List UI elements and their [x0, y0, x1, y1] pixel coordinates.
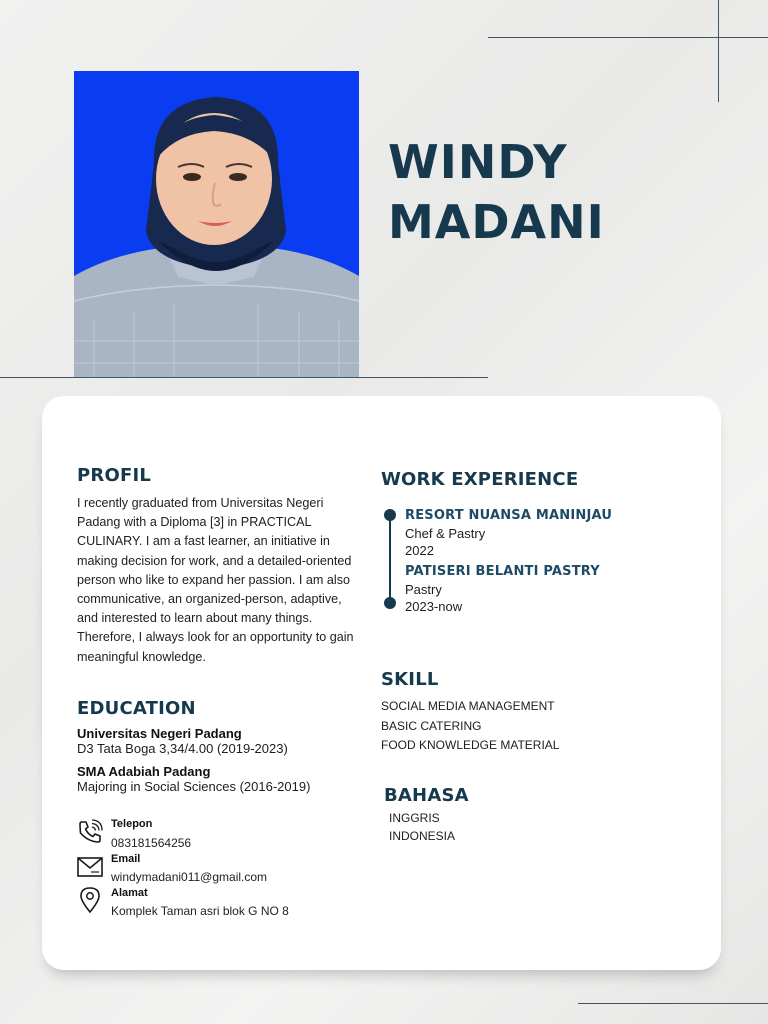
job-role: Pastry: [405, 582, 442, 597]
timeline-dot: [384, 597, 396, 609]
decor-line-bottom: [578, 1003, 768, 1004]
address-value: Komplek Taman asri blok G NO 8: [111, 904, 289, 918]
timeline-dot: [384, 509, 396, 521]
education-item: [77, 726, 367, 756]
language-heading: BAHASA: [384, 785, 469, 806]
job-period: 2022: [405, 543, 434, 558]
decor-line-photo-underline: [0, 377, 488, 378]
address-label: Alamat: [111, 887, 148, 899]
education-detail: Majoring in Social Sciences (2016-2019): [77, 779, 311, 794]
email-value: windymadani011@gmail.com: [111, 870, 268, 884]
phone-icon: [77, 819, 103, 845]
education-item: [77, 764, 367, 794]
education-school: Universitas Negeri Padang: [77, 726, 242, 741]
job-role: Chef & Pastry: [405, 526, 486, 541]
education-detail: D3 Tata Boga 3,34/4.00 (2019-2023): [77, 741, 288, 756]
language-item: INGGRIS: [389, 811, 440, 825]
phone-value: 083181564256: [111, 836, 192, 850]
candidate-name: [388, 132, 748, 252]
decor-line-top-vertical: [718, 0, 719, 102]
timeline-line: [389, 514, 391, 602]
mail-icon: [77, 857, 103, 877]
phone-label: Telepon: [111, 818, 153, 830]
skill-list: [381, 697, 559, 756]
skill-item: FOOD KNOWLEDGE MATERIAL: [381, 738, 560, 752]
profile-text: I recently graduated from Universitas Negeri Padang with a Diploma [3] in PRACTICAL CULINARY. I am a fast learner, an initiative in making decision for work, and a detailed-oriented person who like to expand her passion. I am also communicative, an organized-person, adaptive, and interested to learn about many things. Therefore, I always look for an opportunity to gain meaningful knowledge.: [77, 496, 354, 664]
email-label: Email: [111, 853, 141, 865]
skill-heading: SKILL: [381, 669, 439, 690]
first-name: WINDY: [388, 135, 568, 189]
language-item: INDONESIA: [389, 829, 456, 843]
job-period: 2023-now: [405, 599, 463, 614]
location-pin-icon: [79, 886, 101, 914]
last-name: MADANI: [388, 195, 605, 249]
profile-photo: [74, 71, 359, 377]
decor-line-top-horizontal: [488, 37, 768, 38]
education-heading: EDUCATION: [77, 698, 196, 719]
skill-item: BASIC CATERING: [381, 718, 482, 733]
education-school: SMA Adabiah Padang: [77, 764, 211, 779]
job-company: PATISERI BELANTI PASTRY: [405, 564, 600, 579]
profile-heading: PROFIL: [77, 465, 152, 486]
skill-item: SOCIAL MEDIA MANAGEMENT: [381, 699, 555, 713]
language-list: [389, 809, 455, 845]
job-company: RESORT NUANSA MANINJAU: [405, 508, 613, 523]
work-heading: WORK EXPERIENCE: [381, 469, 579, 490]
